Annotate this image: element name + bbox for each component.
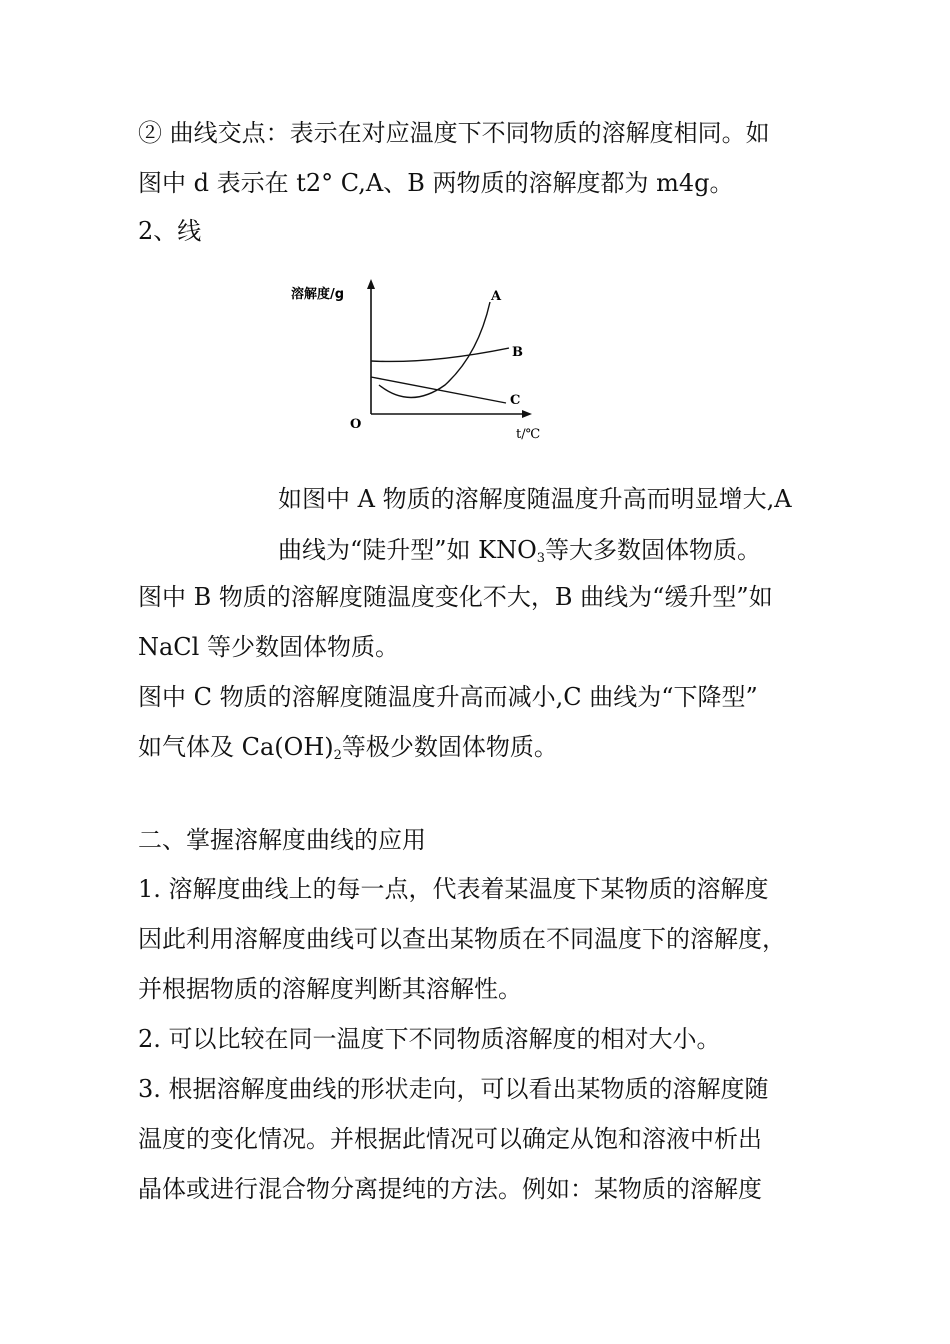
paragraph-a-1: 如图中 A 物质的溶解度随温度升高而明显增大,A (278, 485, 792, 513)
origin-label: O (350, 417, 362, 432)
caoh2-subscript: 2 (333, 748, 342, 763)
curve-a (379, 302, 490, 398)
paragraph-c-2-tail: 等极少数固体物质。 (341, 733, 558, 761)
section-heading-application: 二、掌握溶解度曲线的应用 (138, 826, 426, 854)
paragraph-intersection-2: 图中 d 表示在 t2° C,A、B 两物质的溶解度都为 m4g。 (138, 169, 734, 197)
application-3-line-2: 温度的变化情况。并根据此情况可以确定从饱和溶液中析出 (138, 1125, 762, 1153)
application-3-line-1: 3. 根据溶解度曲线的形状走向，可以看出某物质的溶解度随 (138, 1075, 769, 1103)
paragraph-b-1: 图中 B 物质的溶解度随温度变化不大，B 曲线为“缓升型”如 (138, 583, 773, 611)
x-axis-arrow (522, 410, 532, 418)
paragraph-c-2-text: 如气体及 Ca(OH) (138, 733, 334, 761)
solubility-chart-svg (280, 270, 560, 455)
kno3-subscript: 3 (536, 551, 546, 566)
section-heading-line: 2、线 (138, 217, 202, 245)
y-axis-label: 溶解度/g (291, 287, 345, 302)
x-axis-label: t/℃ (516, 427, 541, 442)
paragraph-b-2: NaCl 等少数固体物质。 (138, 633, 399, 661)
solubility-curve-chart (280, 270, 560, 455)
application-2-line-1: 2. 可以比较在同一温度下不同物质溶解度的相对大小。 (138, 1025, 721, 1053)
paragraph-intersection-1: ② 曲线交点：表示在对应温度下不同物质的溶解度相同。如 (138, 119, 770, 147)
curve-label-a: A (491, 289, 502, 304)
paragraph-c-2 (138, 730, 558, 773)
paragraph-a-2-tail: 等大多数固体物质。 (545, 536, 762, 564)
curve-label-c: C (510, 393, 521, 408)
application-1-line-2: 因此利用溶解度曲线可以查出某物质在不同温度下的溶解度， (138, 925, 786, 953)
paragraph-c-1: 图中 C 物质的溶解度随温度升高而减小,C 曲线为“下降型” (138, 683, 758, 711)
curve-c (371, 377, 506, 403)
curve-label-b: B (512, 345, 523, 360)
paragraph-a-2 (278, 533, 761, 576)
paragraph-a-2-text: 曲线为“陡升型”如 KNO (278, 536, 537, 564)
y-axis-arrow (367, 279, 375, 289)
application-1-line-3: 并根据物质的溶解度判断其溶解性。 (138, 975, 522, 1003)
application-1-line-1: 1. 溶解度曲线上的每一点，代表着某温度下某物质的溶解度 (138, 875, 769, 903)
curve-b (371, 348, 509, 361)
application-3-line-3: 晶体或进行混合物分离提纯的方法。例如：某物质的溶解度 (138, 1175, 762, 1203)
